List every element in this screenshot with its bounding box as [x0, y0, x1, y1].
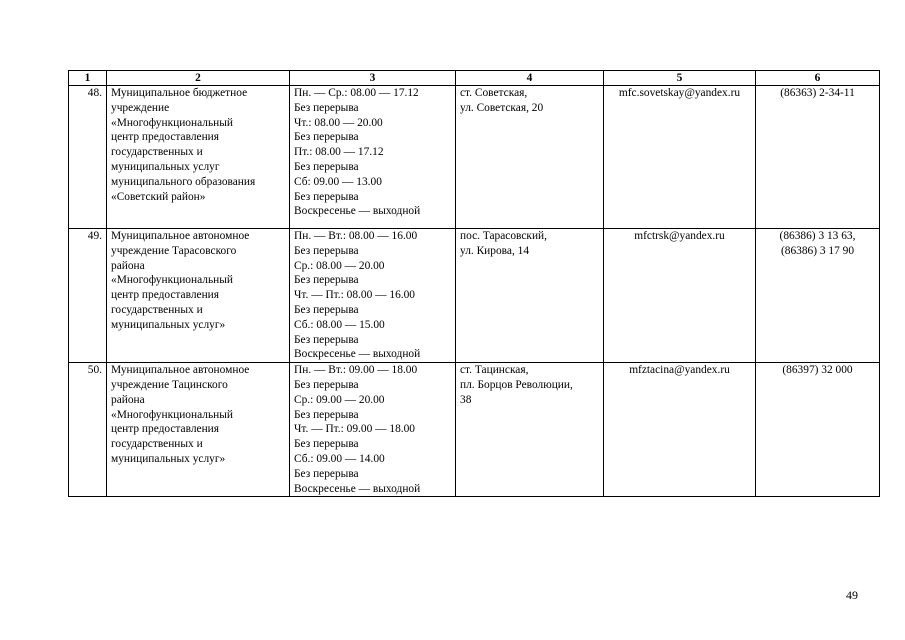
address-line: 38: [460, 393, 472, 406]
institution-name-line: государственных и: [111, 438, 203, 451]
table-row: [69, 86, 880, 229]
institution-name-line: муниципальных услуг»: [111, 452, 226, 465]
institution-name-line: «Многофункциональный: [111, 274, 233, 287]
address: [456, 229, 604, 363]
column-header: 4: [456, 71, 604, 86]
phone-line: (86386) 3 13 63,: [779, 230, 856, 242]
schedule-line: Без перерыва: [294, 244, 359, 257]
column-header: 3: [290, 71, 456, 86]
institution-name-line: Муниципальное автономное: [111, 364, 250, 377]
schedule-line: Без перерыва: [294, 190, 359, 203]
institution-name-line: «Советский район»: [111, 190, 206, 203]
address-line: ул. Кирова, 14: [460, 244, 530, 257]
address: [456, 86, 604, 229]
schedule-line: Чт. — Пт.: 08.00 — 16.00: [294, 289, 416, 302]
schedule-line: Без перерыва: [294, 378, 359, 391]
schedule-line: Чт. — Пт.: 09.00 — 18.00: [294, 423, 416, 436]
phone-line: (86363) 2-34-11: [780, 87, 855, 99]
page-number: 49: [846, 588, 858, 602]
address-line: пл. Борцов Революции,: [460, 378, 573, 391]
schedule-line: Пн. — Вт.: 08.00 — 16.00: [294, 230, 418, 242]
schedule-line: Без перерыва: [294, 438, 359, 451]
institution-name-line: муниципальных услуг: [111, 160, 220, 173]
table-row: [69, 229, 880, 363]
schedule-line: Без перерыва: [294, 333, 359, 346]
schedule-line: Без перерыва: [294, 131, 359, 144]
institution-name-line: Муниципальное бюджетное: [111, 87, 248, 99]
working-schedule: [290, 229, 456, 363]
institution-name-line: учреждение Тацинского: [111, 378, 228, 391]
column-header: 6: [756, 71, 880, 86]
institution-name-line: района: [111, 393, 145, 406]
address: [456, 363, 604, 497]
institution-name-line: Муниципальное автономное: [111, 230, 250, 242]
schedule-line: Без перерыва: [294, 408, 359, 421]
address-line: ст. Советская,: [460, 87, 528, 99]
schedule-line: Без перерыва: [294, 160, 359, 173]
schedule-line: Чт.: 08.00 — 20.00: [294, 116, 383, 129]
institution-name-line: «Многофункциональный: [111, 408, 233, 421]
institution-name-line: центр предоставления: [111, 289, 220, 302]
schedule-line: Без перерыва: [294, 467, 359, 480]
schedule-line: Сб.: 09.00 — 14.00: [294, 452, 385, 465]
address-line: ул. Советская, 20: [460, 101, 544, 114]
row-number: 48.: [69, 86, 107, 229]
email-address: mfztacina@yandex.ru: [604, 363, 756, 497]
institutions-table: [68, 70, 880, 497]
schedule-line: Без перерыва: [294, 303, 359, 316]
institution-name-line: муниципальных услуг»: [111, 318, 226, 331]
working-schedule: [290, 363, 456, 497]
schedule-line: Сб: 09.00 — 13.00: [294, 175, 382, 188]
schedule-line: Без перерыва: [294, 101, 359, 114]
schedule-line: Ср.: 08.00 — 20.00: [294, 259, 385, 272]
schedule-line: Без перерыва: [294, 274, 359, 287]
email-address: mfc.sovetskay@yandex.ru: [604, 86, 756, 229]
institution-name: [107, 363, 290, 497]
institution-name-line: «Многофункциональный: [111, 116, 233, 129]
header-row: [69, 71, 880, 86]
address-line: ст. Тацинская,: [460, 364, 529, 377]
column-header: 5: [604, 71, 756, 86]
phone-line: (86397) 32 000: [782, 364, 853, 377]
institution-name-line: муниципального образования: [111, 175, 256, 188]
phone-numbers: [756, 86, 880, 229]
working-schedule: [290, 86, 456, 229]
address-line: пос. Тарасовский,: [460, 230, 547, 242]
schedule-line: Сб.: 08.00 — 15.00: [294, 318, 385, 331]
institution-name-line: государственных и: [111, 146, 203, 159]
institution-name-line: района: [111, 259, 145, 272]
institution-name-line: учреждение Тарасовского: [111, 244, 237, 257]
schedule-line: Пн. — Ср.: 08.00 — 17.12: [294, 87, 419, 99]
institution-name-line: центр предоставления: [111, 423, 220, 436]
email-address: mfctrsk@yandex.ru: [604, 229, 756, 363]
schedule-line: Воскресенье — выходной: [294, 482, 421, 495]
schedule-line: Пт.: 08.00 — 17.12: [294, 146, 384, 159]
row-number: 50.: [69, 363, 107, 497]
institution-name: [107, 86, 290, 229]
column-header: 2: [107, 71, 290, 86]
phone-line: (86386) 3 17 90: [780, 244, 855, 257]
schedule-line: Воскресенье — выходной: [294, 205, 421, 218]
column-header: 1: [69, 71, 107, 86]
schedule-line: Пн. — Вт.: 09.00 — 18.00: [294, 364, 418, 377]
table-row: [69, 363, 880, 497]
schedule-line: Воскресенье — выходной: [294, 348, 421, 361]
institution-name-line: государственных и: [111, 303, 203, 316]
phone-numbers: [756, 363, 880, 497]
institution-name-line: учреждение: [111, 101, 170, 114]
institution-name: [107, 229, 290, 363]
row-number: 49.: [69, 229, 107, 363]
phone-numbers: [756, 229, 880, 363]
institution-name-line: центр предоставления: [111, 131, 220, 144]
schedule-line: Ср.: 09.00 — 20.00: [294, 393, 385, 406]
